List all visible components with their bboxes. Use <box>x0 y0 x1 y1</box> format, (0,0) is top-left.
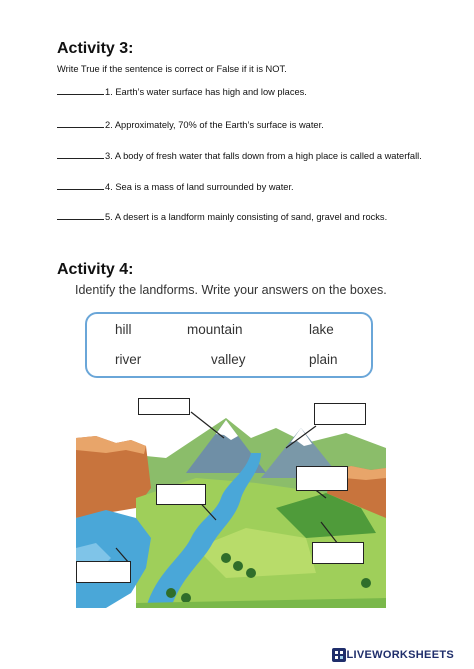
question-1 <box>57 86 307 97</box>
word-lake: lake <box>309 322 334 337</box>
activity4-title: Activity 4: <box>57 261 134 278</box>
liveworksheets-logo-icon <box>332 648 346 662</box>
word-bank <box>85 312 373 378</box>
question-text-1: 1. Earth’s water surface has high and low places. <box>105 87 307 97</box>
footer <box>0 640 474 669</box>
answer-box-plain[interactable] <box>312 542 364 564</box>
word-valley: valley <box>211 352 246 367</box>
activity3-title: Activity 3: <box>57 40 134 57</box>
landforms-illustration <box>76 398 386 608</box>
answer-box-mountain-right[interactable] <box>314 403 366 425</box>
answer-blank-4[interactable] <box>57 181 104 190</box>
answer-box-river[interactable] <box>156 484 206 505</box>
word-mountain: mountain <box>187 322 243 337</box>
question-5 <box>57 211 387 222</box>
word-river: river <box>115 352 142 367</box>
question-text-3: 3. A body of fresh water that falls down from a high place is called a waterfall. <box>105 151 422 161</box>
answer-blank-2[interactable] <box>57 119 104 128</box>
activity4-instruction: Identify the landforms. Write your answers on the boxes. <box>75 283 387 297</box>
answer-box-hill[interactable] <box>296 466 348 491</box>
word-plain: plain <box>309 352 338 367</box>
answer-box-mountain-left[interactable] <box>138 398 190 415</box>
answer-box-lake[interactable] <box>76 561 131 583</box>
question-3 <box>57 150 422 161</box>
question-text-4: 4. Sea is a mass of land surrounded by water. <box>105 182 294 192</box>
question-text-2: 2. Approximately, 70% of the Earth’s surface is water. <box>105 120 324 130</box>
question-4 <box>57 181 294 192</box>
brand-name[interactable]: LIVEWORKSHEETS <box>346 649 454 661</box>
word-hill: hill <box>115 322 132 337</box>
activity3-instruction: Write True if the sentence is correct or False if it is NOT. <box>57 64 287 74</box>
answer-blank-5[interactable] <box>57 211 104 220</box>
answer-blank-1[interactable] <box>57 86 104 95</box>
question-text-5: 5. A desert is a landform mainly consisting of sand, gravel and rocks. <box>105 212 388 222</box>
question-2 <box>57 119 324 130</box>
answer-blank-3[interactable] <box>57 150 104 159</box>
